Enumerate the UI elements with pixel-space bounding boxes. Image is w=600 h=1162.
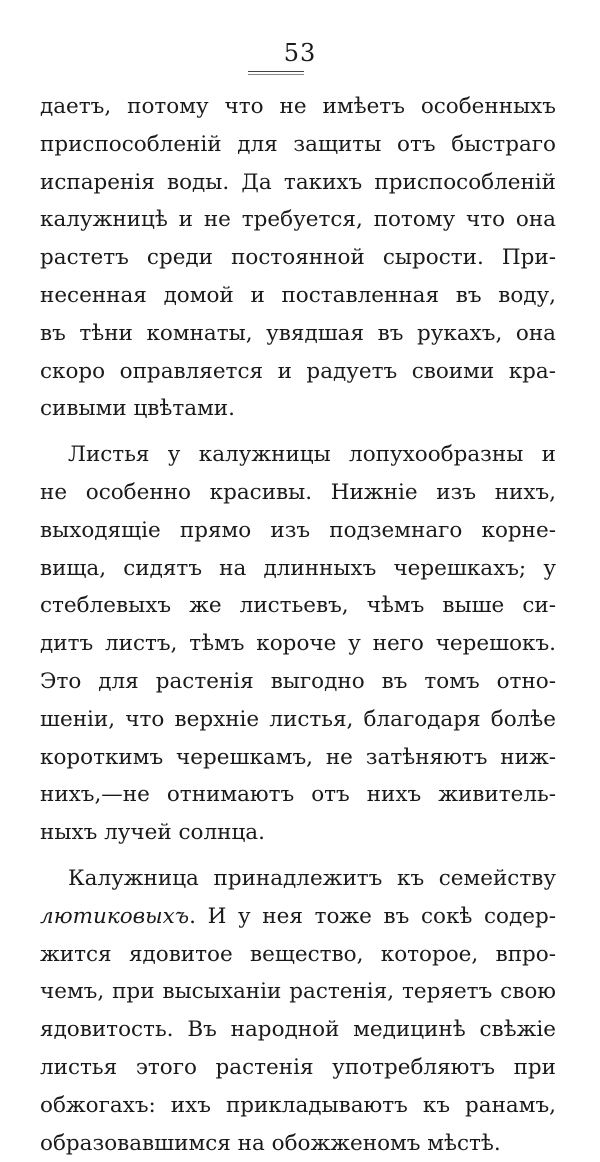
text-line: растетъ среди постоянной сырости. При- bbox=[40, 245, 556, 271]
paragraph-2 bbox=[40, 436, 556, 852]
text-line-mixed bbox=[40, 898, 556, 936]
text-line: обжогахъ: ихъ прикладываютъ къ ранамъ, bbox=[40, 1092, 556, 1118]
paragraph-3 bbox=[40, 860, 556, 1162]
text-line: въ тѣни комнаты, увядшая въ рукахъ, она bbox=[40, 320, 556, 346]
text-line: короткимъ черешкамъ, не затѣняютъ ниж- bbox=[40, 744, 556, 770]
text-line: калужницѣ и не требуется, потому что она bbox=[40, 207, 556, 233]
paragraph-gap bbox=[40, 852, 556, 860]
text-line: Это для растенія выгодно въ томъ отно- bbox=[40, 668, 556, 694]
text-line: образовавшимся на обожженомъ мѣстѣ. bbox=[40, 1130, 501, 1156]
text-line: нихъ,—не отнимаютъ отъ нихъ живитель- bbox=[40, 782, 556, 808]
italic-term: лютиковыхъ bbox=[40, 903, 190, 929]
text-line: выходящіе прямо изъ подземнаго корне- bbox=[40, 517, 556, 543]
page-number-rule-lower bbox=[248, 74, 304, 75]
page-number-rule bbox=[248, 71, 304, 72]
body-text bbox=[40, 88, 556, 1162]
text-line: ныхъ лучей солнца. bbox=[40, 820, 265, 846]
text-line: даетъ, потому что не имѣетъ особенныхъ bbox=[40, 94, 556, 119]
text-line: чемъ, при высыханіи растенія, теряетъ свою bbox=[40, 979, 556, 1005]
text-line: Листья у калужницы лопухообразны и bbox=[68, 442, 556, 468]
page-number: 53 bbox=[283, 39, 317, 67]
text-line: сивыми цвѣтами. bbox=[40, 396, 235, 422]
text-line: приспособленій для защиты отъ быстраго bbox=[40, 131, 556, 157]
paragraph-1 bbox=[40, 88, 556, 428]
text-line: вища, сидятъ на длинныхъ черешкахъ; у bbox=[40, 555, 556, 581]
text-line: испаренія воды. Да такихъ приспособленій bbox=[40, 169, 556, 195]
text-line: листья этого растенія употребляютъ при bbox=[40, 1054, 556, 1080]
text-line: несенная домой и поставленная въ воду, bbox=[40, 282, 556, 308]
text-line: ядовитость. Въ народной медицинѣ свѣжіе bbox=[40, 1017, 556, 1043]
text-line: не особенно красивы. Нижніе изъ нихъ, bbox=[40, 479, 556, 505]
text-run: . И у нея тоже въ сокѣ содер- bbox=[189, 903, 556, 929]
text-line: жится ядовитое вещество, которое, впро- bbox=[40, 941, 556, 967]
text-line: дитъ листъ, тѣмъ короче у него черешокъ. bbox=[40, 631, 556, 657]
text-line: скоро оправляется и радуетъ своими кра- bbox=[40, 358, 556, 384]
text-line: шеніи, что верхніе листья, благодаря болѣе bbox=[40, 706, 556, 732]
text-line: Калужница принадлежитъ къ семейству bbox=[68, 865, 556, 891]
text-line: стеблевыхъ же листьевъ, чѣмъ выше си- bbox=[40, 593, 556, 619]
paragraph-gap bbox=[40, 428, 556, 436]
